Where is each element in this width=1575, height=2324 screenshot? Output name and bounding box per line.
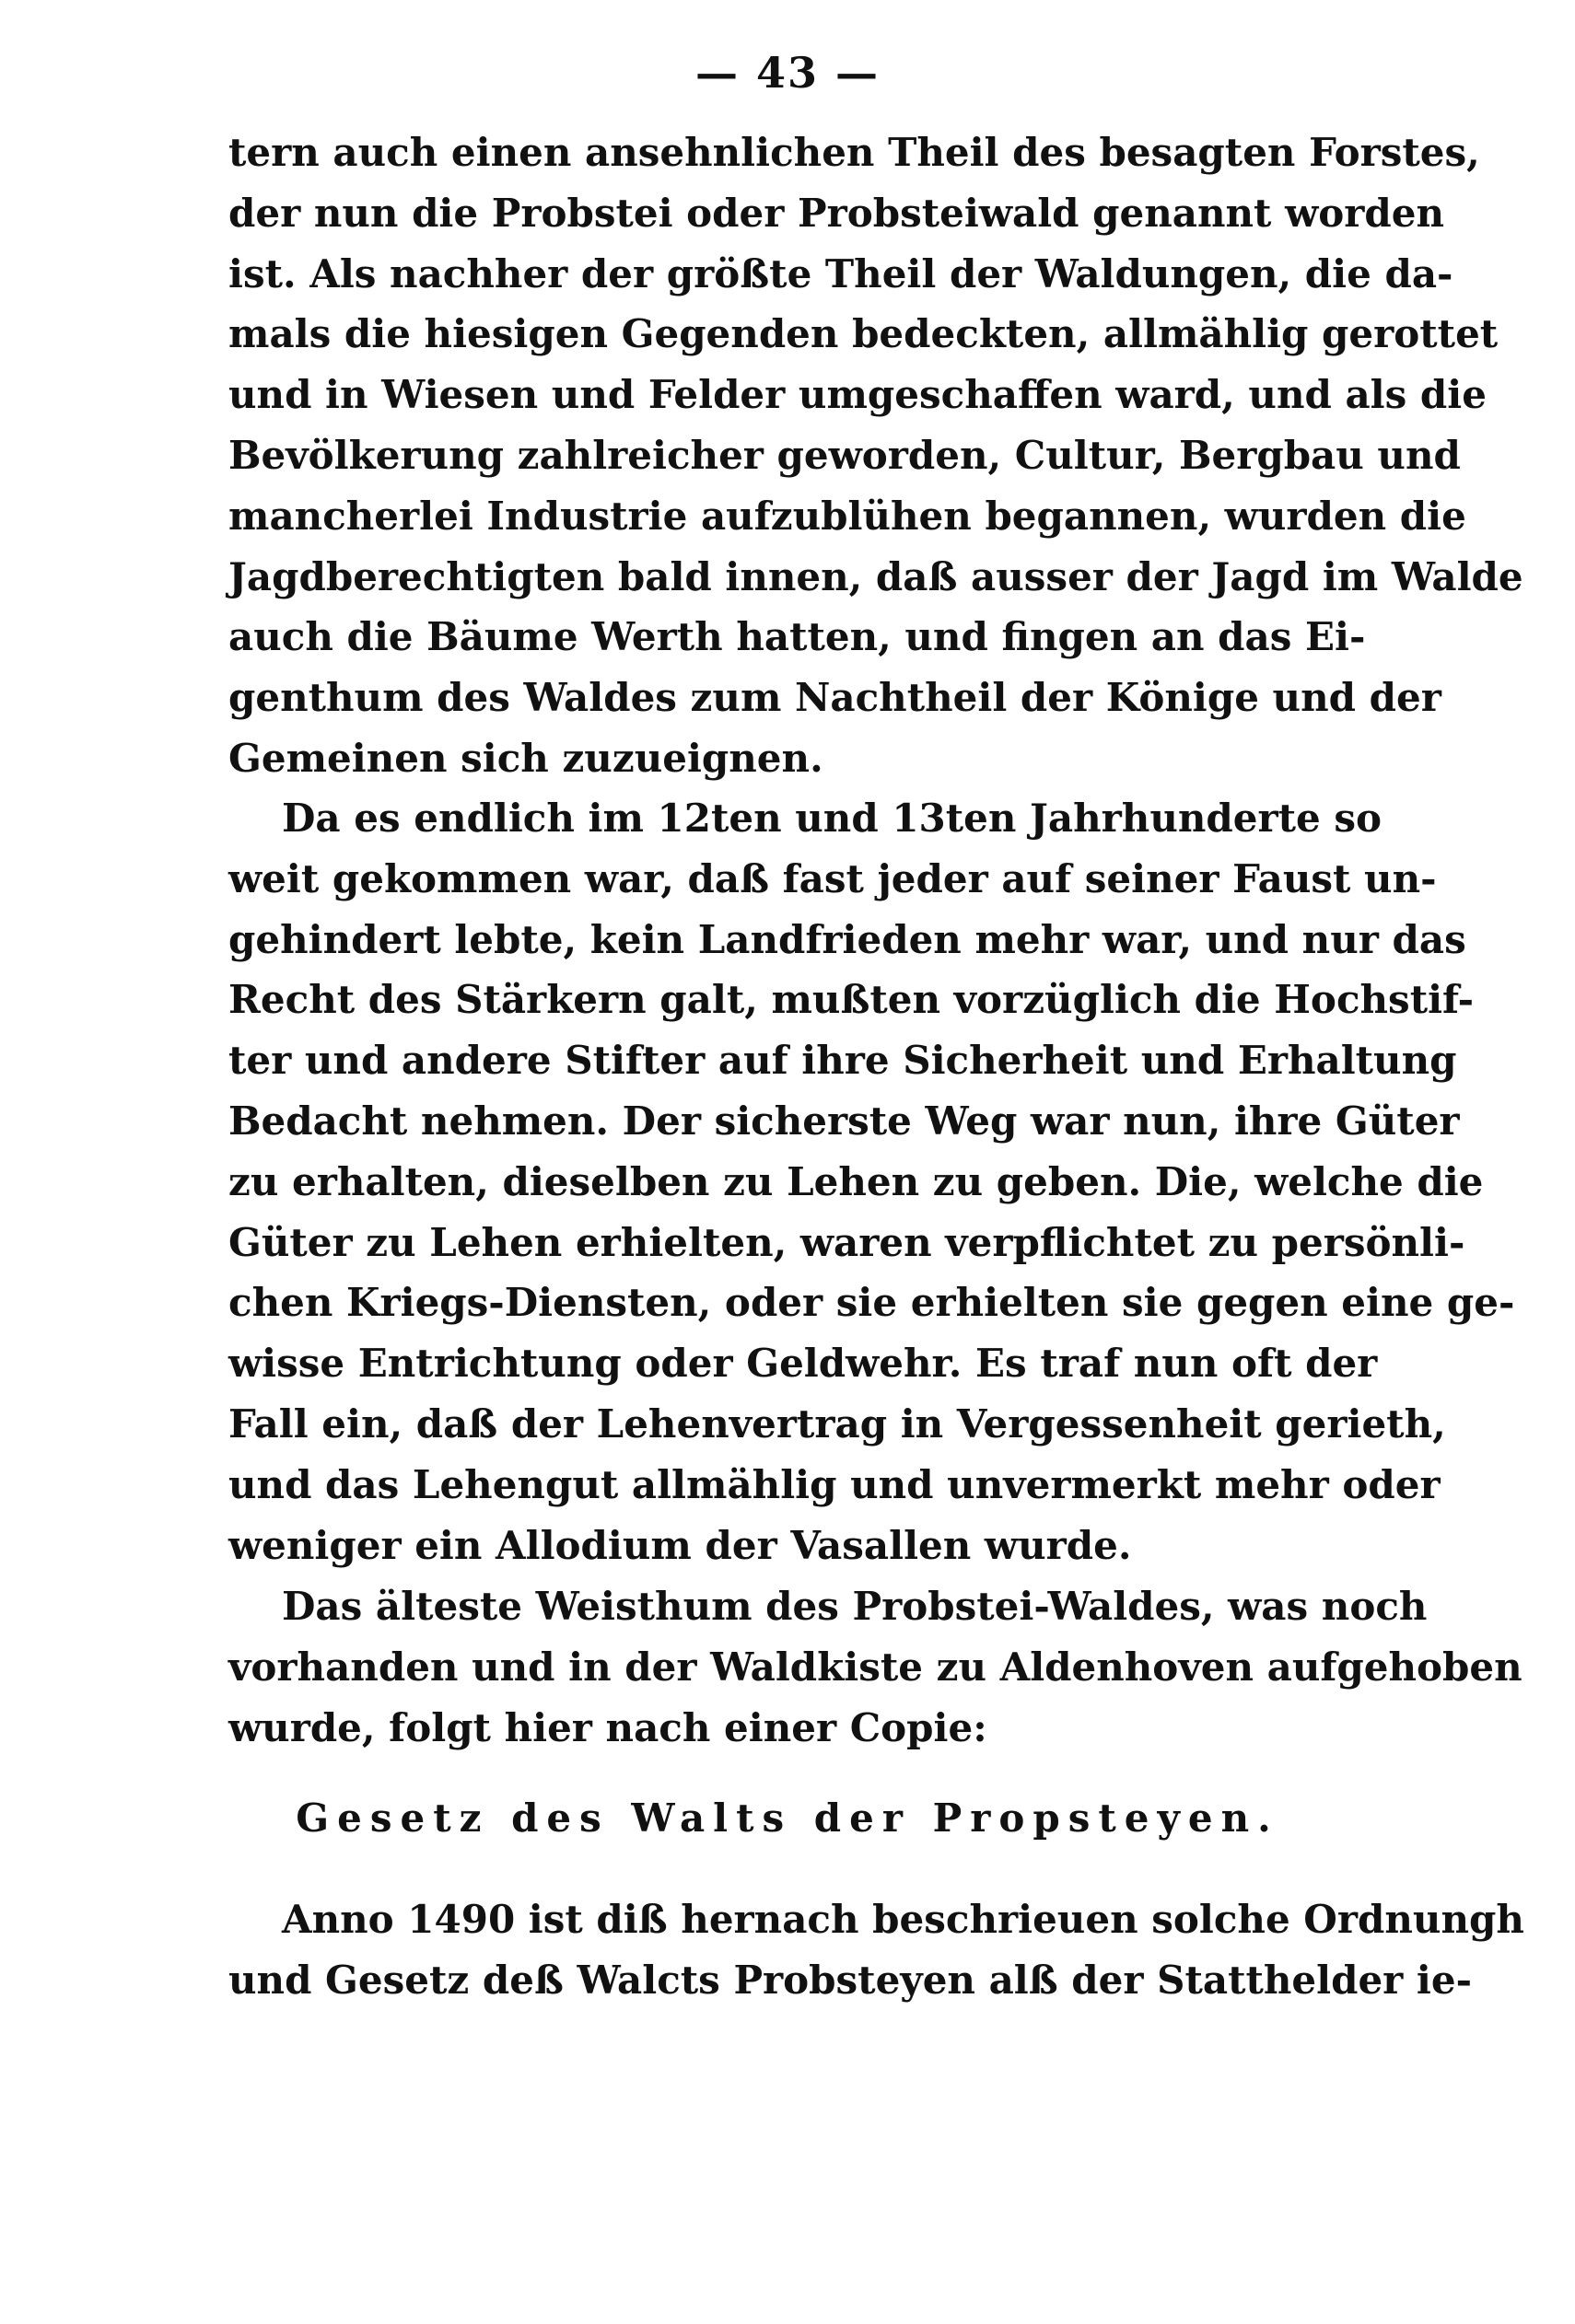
text-line: Gemeinen sich zuzueignen. — [228, 735, 823, 781]
text-line: gehindert lebte, kein Landfrieden mehr war, und nur das — [228, 916, 1466, 962]
text-line: und das Lehengut allmählig und unvermerkt mehr oder — [228, 1461, 1441, 1507]
text-line: und in Wiesen und Felder umgeschaffen ward, und als die — [228, 372, 1487, 418]
page-number: — 43 — — [694, 48, 881, 98]
text-line: ist. Als nachher der größte Theil der Waldungen, die da- — [228, 250, 1453, 296]
text-line: der nun die Probstei oder Probsteiwald genannt worden — [228, 190, 1445, 236]
text-line: und Gesetz deß Walcts Probsteyen alß der Statthelder ie- — [228, 1957, 1473, 2003]
text-line: tern auch einen ansehnlichen Theil des besagten Forstes, — [228, 130, 1480, 175]
text-line: weit gekommen war, daß fast jeder auf seiner Faust un- — [228, 855, 1437, 901]
text-line: Da es endlich im 12ten und 13ten Jahrhunderte so — [282, 796, 1382, 841]
text-line: vorhanden und in der Waldkiste zu Aldenhoven aufgehoben — [228, 1644, 1522, 1690]
text-line: mals die hiesigen Gegenden bedeckten, allmählig gerottet — [228, 311, 1499, 357]
text-line: Bevölkerung zahlreicher geworden, Cultur, Bergbau und — [228, 432, 1461, 478]
text-line: chen Kriegs-Diensten, oder sie erhielten sie gegen eine ge- — [228, 1280, 1515, 1326]
text-line: Fall ein, daß der Lehenvertrag in Vergessenheit gerieth, — [228, 1400, 1446, 1447]
text-line: Jagdberechtigten bald innen, daß ausser der Jagd im Walde — [228, 553, 1523, 599]
text-line: wisse Entrichtung oder Geldwehr. Es traf nun oft der — [228, 1341, 1378, 1387]
section-heading: Gesetz des Walts der Propsteyen. — [296, 1795, 1279, 1841]
text-line: weniger ein Allodium der Vasallen wurde. — [228, 1522, 1132, 1568]
text-line: ter und andere Stifter auf ihre Sicherheit und Erhaltung — [228, 1038, 1457, 1084]
paragraph-2 — [228, 788, 1515, 1575]
text-line: Anno 1490 ist diß hernach beschrieuen solche Ordnungh — [282, 1897, 1524, 1942]
paragraph-3 — [228, 1576, 1522, 1758]
text-line: genthum des Waldes zum Nachtheil der Könige und der — [228, 675, 1441, 721]
paragraph-1 — [228, 122, 1523, 789]
paragraph-4 — [228, 1889, 1524, 2011]
text-line: Bedacht nehmen. Der sicherste Weg war nun, ihre Güter — [228, 1098, 1460, 1144]
text-line: wurde, folgt hier nach einer Copie: — [228, 1704, 987, 1750]
text-line: auch die Bäume Werth hatten, und fingen an das Ei- — [228, 614, 1366, 660]
text-line: Güter zu Lehen erhielten, waren verpflichtet zu persönli- — [228, 1219, 1465, 1265]
text-line: mancherlei Industrie aufzublühen begannen, wurden die — [228, 493, 1466, 539]
text-line: Das älteste Weisthum des Probstei-Waldes, was noch — [282, 1584, 1428, 1629]
text-line: Recht des Stärkern galt, mußten vorzüglich die Hochstif- — [228, 977, 1475, 1023]
text-line: zu erhalten, dieselben zu Lehen zu geben. Die, welche die — [228, 1158, 1484, 1204]
